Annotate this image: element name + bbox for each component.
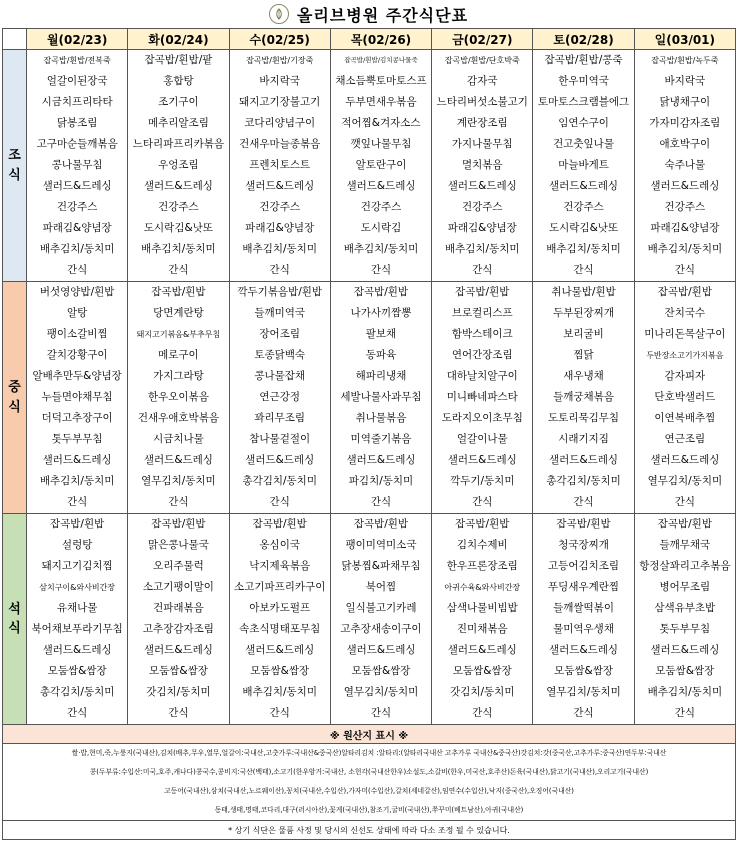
- menu-item: 샐러드&드레싱: [42, 644, 112, 656]
- menu-item: 유채나물: [56, 602, 98, 614]
- menu-item: 닭봉찜&파채무침: [341, 560, 421, 572]
- menu-item: 갓김치/동치미: [450, 686, 515, 698]
- dinner-menu-cell: [533, 514, 634, 725]
- menu-item: 닭봉조림: [56, 117, 98, 129]
- origin-line: 쌀·밥,현미,죽,누룽지(국내산),김치(배추,무우,열무,얼갈이:국내산,고춧가루:국내산&중국산)알타리김치 :알타리:(알타리국내산 고추가루 국내산&중국산)갓김치:갓(중국산,고추가루:중국산)연두부:국내산: [71, 749, 667, 757]
- menu-item: 두부된장찌개: [553, 307, 614, 319]
- lunch-label: [3, 282, 27, 514]
- menu-item: 감자피자: [664, 370, 706, 382]
- menu-item: 병어무조림: [659, 581, 711, 593]
- menu-item: 열무김치/동치미: [141, 475, 216, 487]
- menu-item: 두반장소고기가지볶음: [646, 351, 724, 360]
- menu-item: 코다리양념구이: [244, 117, 316, 129]
- menu-item: 푸딩새우계란찜: [548, 581, 620, 593]
- menu-item: 간식: [168, 496, 189, 508]
- menu-item: 아보카도펄프: [249, 602, 311, 614]
- menu-item: 샐러드&드레싱: [549, 180, 619, 192]
- menu-item: 총각김치/동치미: [546, 475, 621, 487]
- menu-item: 열무김치/동치미: [546, 686, 621, 698]
- menu-item: 느타리버섯소불고기: [436, 96, 528, 108]
- menu-item: 샐러드&드레싱: [245, 644, 315, 656]
- menu-item: 도시락김&낫또: [143, 222, 213, 234]
- menu-item: 톳두부무침: [659, 623, 711, 635]
- menu-item: 잡곡밥/흰밥: [455, 518, 510, 530]
- menu-item: 낙지제육볶음: [249, 560, 311, 572]
- origin-notice-title: ※ 원산지 표시 ※: [3, 725, 736, 744]
- menu-item: 잡곡밥/흰밥: [556, 518, 611, 530]
- menu-item: 꽈리무조림: [254, 412, 306, 424]
- menu-item: 브로컬리스프: [451, 307, 513, 319]
- menu-item: 알배추만두&양념장: [32, 370, 122, 382]
- menu-item: 소고기파프리카구이: [234, 581, 326, 593]
- menu-item: 모둠쌈&쌈장: [655, 665, 715, 677]
- meal-label-char: 석: [8, 601, 21, 617]
- hospital-logo-icon: [269, 4, 289, 24]
- lunch-menu-cell: [533, 282, 634, 514]
- breakfast-menu-cell: [533, 50, 634, 282]
- day-header: 수(02/25): [229, 29, 330, 50]
- menu-item: 한우오이볶음: [147, 391, 209, 403]
- meal-label-char: 조: [8, 148, 21, 163]
- menu-item: 건강주스: [360, 201, 402, 213]
- menu-item: 프렌치토스트: [249, 159, 311, 171]
- menu-item: 숙주나물: [664, 159, 706, 171]
- menu-item: 깍두기/동치미: [450, 475, 515, 487]
- menu-item: 샐러드&드레싱: [447, 180, 517, 192]
- lunch-menu-cell: [432, 282, 533, 514]
- menu-item: 알탕: [66, 307, 88, 319]
- menu-item: 잡곡밥/흰밥/기장죽: [246, 56, 314, 65]
- menu-item: 가지나물무침: [451, 138, 513, 150]
- menu-item: 간식: [370, 707, 392, 719]
- menu-item: 얼갈이된장국: [46, 75, 108, 87]
- menu-item: 샐러드&드레싱: [447, 454, 517, 466]
- menu-item: 들깨무채국: [659, 539, 711, 551]
- menu-item: 건강주스: [158, 201, 199, 213]
- menu-item: 고등어김치조림: [548, 560, 620, 572]
- menu-item: 아귀수육&와사비간장: [444, 583, 521, 592]
- menu-item: 팽이미역미소국: [345, 539, 417, 551]
- menu-item: 두부면새우볶음: [345, 96, 417, 108]
- menu-item: 간식: [674, 707, 695, 719]
- menu-item: 건새우마늘종볶음: [239, 138, 321, 150]
- menu-item: 항정살꽈리고추볶음: [639, 560, 731, 572]
- menu-item: 일식불고기카레: [345, 602, 417, 614]
- menu-item: 알토란구이: [355, 159, 407, 171]
- menu-item: 삼색나물비빔밥: [446, 602, 518, 614]
- menu-item: 들깨궁채볶음: [553, 391, 614, 403]
- menu-item: 잡곡밥/흰밥: [151, 518, 206, 530]
- menu-item: 돼지고기볶음&부추무침: [136, 330, 221, 339]
- menu-item: 총각김치/동치미: [242, 475, 317, 487]
- weekly-menu-table: [2, 28, 736, 840]
- menu-item: 잡곡밥/흰밥/단호박죽: [444, 56, 520, 65]
- menu-item: 배추김치/동치미: [343, 243, 419, 255]
- menu-item: 간식: [269, 496, 290, 508]
- menu-item: 우엉조림: [158, 159, 199, 171]
- breakfast-row: [3, 50, 736, 282]
- menu-item: 도토리묵김무침: [548, 412, 620, 424]
- menu-item: 깻잎나물무침: [350, 138, 412, 150]
- menu-item: 샐러드&드레싱: [549, 644, 619, 656]
- menu-item: 모둠쌈&쌈장: [250, 665, 310, 677]
- menu-item: 설렁탕: [61, 539, 93, 551]
- menu-item: 콩나물잡채: [254, 370, 306, 382]
- menu-item: 간식: [66, 707, 88, 719]
- menu-item: 미나리돈목살구이: [644, 328, 726, 340]
- menu-item: 배추김치/동치미: [39, 243, 115, 255]
- menu-item: 잡곡밥/흰밥: [353, 518, 409, 530]
- menu-item: 삼색유부초밥: [654, 602, 716, 614]
- menu-item: 바지락국: [664, 75, 706, 87]
- menu-item: 도시락김: [360, 222, 402, 234]
- menu-item: 배추김치/동치미: [242, 686, 317, 698]
- menu-item: 배추김치/동치미: [546, 243, 621, 255]
- menu-item: 파래김&양념장: [42, 222, 112, 234]
- menu-item: 샐러드&드레싱: [346, 454, 416, 466]
- menu-item: 건강주스: [461, 201, 503, 213]
- menu-item: 고구마순들깨볶음: [36, 138, 118, 150]
- menu-item: 새우냉채: [563, 370, 604, 382]
- menu-item: 멸치볶음: [461, 159, 503, 171]
- day-header: 목(02/26): [330, 29, 431, 50]
- day-header: 일(03/01): [634, 29, 735, 50]
- menu-item: 샐러드&드레싱: [650, 644, 720, 656]
- menu-item: 도라지오이초무침: [441, 412, 523, 424]
- breakfast-menu-cell: [229, 50, 330, 282]
- menu-item: 대하날치알구이: [446, 370, 518, 382]
- menu-item: 메추리알조림: [147, 117, 209, 129]
- corner-cell: [3, 29, 27, 50]
- menu-item: 속초식명태포무침: [239, 623, 321, 635]
- menu-item: 당면계란탕: [153, 307, 204, 319]
- menu-item: 팽이소갈비찜: [46, 328, 108, 340]
- menu-item: 북어채보푸라기무침: [31, 623, 123, 635]
- menu-item: 더덕고추장구이: [41, 412, 113, 424]
- menu-item: 진미채볶음: [456, 623, 508, 635]
- dinner-label: [3, 514, 27, 725]
- menu-item: 토마토스크램블에그: [537, 96, 630, 108]
- breakfast-menu-cell: [432, 50, 533, 282]
- menu-item: 건강주스: [664, 201, 706, 213]
- menu-item: 나가사끼짬뽕: [350, 307, 412, 319]
- menu-item: 간식: [573, 496, 594, 508]
- page-title: 올리브병원 주간식단표: [296, 5, 469, 25]
- dinner-menu-cell: [229, 514, 330, 725]
- menu-item: 함박스테이크: [451, 328, 513, 340]
- origin-line: 동태,생태,명태,코다리,대구(러시아산),꽃게(국내산),참조기,굴비(국내산),쭈꾸미(베트남산),아귀(국내산): [214, 806, 524, 814]
- menu-item: 마늘바게트: [558, 159, 609, 171]
- meal-label-char: 식: [8, 621, 21, 636]
- menu-item: 간식: [168, 707, 189, 719]
- origin-notice: [3, 744, 736, 821]
- menu-item: 단호박샐러드: [654, 391, 716, 403]
- menu-item: 팔보채: [365, 328, 397, 340]
- day-header-row: [3, 29, 736, 50]
- menu-item: 간식: [472, 496, 493, 508]
- breakfast-menu-cell: [634, 50, 735, 282]
- menu-item: 채소듬뿍토마토스프: [335, 75, 427, 87]
- menu-item: 가자미감자조림: [649, 117, 721, 129]
- menu-item: 갓김치/동치미: [146, 686, 211, 698]
- menu-item: 가지그라탕: [153, 370, 204, 382]
- dinner-menu-cell: [128, 514, 229, 725]
- menu-item: 배추김치/동치미: [647, 243, 723, 255]
- dinner-row: [3, 514, 736, 725]
- menu-item: 들깨쌀떡볶이: [553, 602, 614, 614]
- menu-item: 모둠쌈&쌈장: [452, 665, 512, 677]
- menu-item: 한우프론장조림: [446, 560, 518, 572]
- menu-item: 건고춧잎나물: [553, 138, 614, 150]
- menu-item: 갈치강황구이: [46, 349, 108, 361]
- menu-item: 애호박구이: [659, 138, 711, 150]
- menu-item: 시금치나물: [153, 433, 204, 445]
- menu-item: 샐러드&드레싱: [549, 454, 619, 466]
- menu-item: 깍두기볶음밥/흰밥: [237, 286, 323, 298]
- menu-item: 옹심이국: [259, 539, 300, 551]
- lunch-menu-cell: [27, 282, 128, 514]
- menu-item: 북어찜: [365, 581, 397, 593]
- menu-item: 버섯영양밥/흰밥: [39, 286, 115, 298]
- lunch-menu-cell: [128, 282, 229, 514]
- menu-item: 건강주스: [563, 201, 604, 213]
- menu-item: 배추김치/동치미: [444, 243, 520, 255]
- origin-line: 고등어(국내산),삼치(국내산,노르웨이산),꽁치(국내산,수입산),가자미(수입산),갈치(세네갈산),임연수(수입산),낙지(중국산),오징어(국내산): [164, 787, 574, 795]
- breakfast-menu-cell: [27, 50, 128, 282]
- menu-item: 느타리파프리카볶음: [132, 138, 225, 150]
- menu-item: 열무김치/동치미: [647, 475, 723, 487]
- menu-item: 파래김&양념장: [447, 222, 517, 234]
- menu-item: 간식: [269, 707, 290, 719]
- footer-note: * 상기 식단은 물품 사정 및 당시의 신선도 상태에 따라 다소 조정 될 수 있습니다.: [3, 821, 736, 840]
- menu-item: 간식: [370, 496, 392, 508]
- menu-item: 보리굴비: [563, 328, 604, 340]
- dinner-menu-cell: [432, 514, 533, 725]
- menu-item: 동파육: [365, 349, 397, 361]
- menu-item: 닭냉채구이: [659, 96, 711, 108]
- menu-item: 고추장감자조림: [142, 623, 214, 635]
- menu-item: 김치수제비: [456, 539, 508, 551]
- menu-item: 잡곡밥/흰밥/녹두죽: [651, 56, 719, 65]
- meal-label-char: 중: [8, 380, 21, 395]
- menu-item: 잡곡밥/흰밥: [657, 518, 712, 530]
- menu-item: 물미역우생채: [553, 623, 614, 635]
- menu-item: 돼지고기김치찜: [41, 560, 113, 572]
- menu-item: 배추김치/동치미: [242, 243, 317, 255]
- breakfast-menu-cell: [128, 50, 229, 282]
- menu-item: 취나물밥/흰밥: [551, 286, 616, 298]
- menu-item: 모둠쌈&쌈장: [148, 665, 208, 677]
- menu-item: 건강주스: [56, 201, 98, 213]
- menu-item: 잡곡밥/흰밥/콩죽: [544, 54, 623, 66]
- menu-item: 장어조림: [259, 328, 300, 340]
- menu-item: 연어간장조림: [451, 349, 513, 361]
- menu-item: 계란장조림: [456, 117, 508, 129]
- menu-item: 간식: [370, 264, 392, 276]
- menu-item: 건강주스: [259, 201, 300, 213]
- menu-item: 시래기지짐: [558, 433, 609, 445]
- menu-item: 잡곡밥/흰밥: [455, 286, 510, 298]
- menu-item: 샐러드&드레싱: [245, 454, 315, 466]
- menu-item: 연근조림: [664, 433, 706, 445]
- menu-item: 간식: [66, 264, 88, 276]
- menu-item: 잡곡밥/흰밥: [657, 286, 712, 298]
- lunch-menu-cell: [229, 282, 330, 514]
- menu-item: 시금치프리타타: [41, 96, 113, 108]
- menu-item: 한우미역국: [558, 75, 609, 87]
- menu-item: 누들면야채무침: [41, 391, 113, 403]
- menu-item: 샐러드&드레싱: [143, 454, 213, 466]
- menu-item: 샐러드&드레싱: [447, 644, 517, 656]
- menu-item: 잡곡밥/흰밥: [252, 518, 307, 530]
- menu-item: 간식: [472, 264, 493, 276]
- menu-item: 열무김치/동치미: [343, 686, 419, 698]
- lunch-menu-cell: [634, 282, 735, 514]
- menu-item: 해파리냉채: [355, 370, 407, 382]
- menu-item: 찜닭: [573, 349, 594, 361]
- menu-item: 조기구이: [158, 96, 199, 108]
- menu-item: 파김치/동치미: [348, 475, 414, 487]
- menu-item: 샐러드&드레싱: [143, 644, 213, 656]
- menu-item: 간식: [573, 707, 594, 719]
- menu-item: 세발나물사과무침: [340, 391, 422, 403]
- menu-item: 잡곡밥/흰밥: [151, 286, 206, 298]
- menu-item: 샐러드&드레싱: [42, 180, 112, 192]
- menu-item: 배추김치/동치미: [141, 243, 216, 255]
- day-header: 토(02/28): [533, 29, 634, 50]
- menu-item: 바지락국: [259, 75, 300, 87]
- menu-item: 샐러드&드레싱: [346, 644, 416, 656]
- menu-item: 모둠쌈&쌈장: [47, 665, 107, 677]
- menu-item: 임연수구이: [558, 117, 609, 129]
- dinner-menu-cell: [330, 514, 431, 725]
- header: [0, 0, 737, 28]
- menu-item: 고추장새송이구이: [340, 623, 422, 635]
- menu-item: 삼치구이&와사비간장: [39, 583, 116, 592]
- menu-item: 잡곡밥/흰밥: [353, 286, 409, 298]
- breakfast-menu-cell: [330, 50, 431, 282]
- menu-item: 건파래볶음: [153, 602, 204, 614]
- day-header: 화(02/24): [128, 29, 229, 50]
- menu-item: 간식: [573, 264, 594, 276]
- menu-item: 간식: [168, 264, 189, 276]
- menu-item: 잡곡밥/흰밥/팥: [144, 54, 213, 66]
- menu-item: 참나물겉절이: [249, 433, 311, 445]
- menu-item: 간식: [269, 264, 290, 276]
- menu-item: 콩나물무침: [51, 159, 103, 171]
- meal-label-char: 식: [8, 399, 21, 415]
- menu-item: 잡곡밥/흰밥/전복죽: [43, 56, 111, 65]
- menu-item: 연근강정: [259, 391, 300, 403]
- menu-item: 소고기팽이말이: [142, 581, 214, 593]
- menu-item: 홍합탕: [163, 75, 194, 87]
- menu-item: 취나물볶음: [355, 412, 407, 424]
- menu-item: 샐러드&드레싱: [346, 180, 416, 192]
- menu-item: 모둠쌈&쌈장: [554, 665, 613, 677]
- menu-item: 파래김&양념장: [650, 222, 720, 234]
- menu-item: 배추김치/동치미: [39, 475, 115, 487]
- dinner-menu-cell: [634, 514, 735, 725]
- menu-item: 미니빠네파스타: [446, 391, 518, 403]
- menu-item: 샐러드&드레싱: [143, 180, 213, 192]
- menu-item: 모둠쌈&쌈장: [351, 665, 411, 677]
- menu-item: 잡곡밥/흰밥/김치콩나물죽: [344, 56, 418, 64]
- menu-item: 간식: [472, 707, 493, 719]
- menu-item: 감자국: [467, 75, 498, 87]
- menu-item: 맑은콩나물국: [147, 539, 209, 551]
- day-header: 금(02/27): [432, 29, 533, 50]
- menu-item: 청국장찌개: [558, 539, 609, 551]
- menu-item: 오리주물럭: [153, 560, 204, 572]
- menu-item: 얼갈이나물: [456, 433, 508, 445]
- menu-item: 톳두부무침: [51, 433, 103, 445]
- menu-item: 샐러드&드레싱: [650, 454, 720, 466]
- menu-item: 이연복배추찜: [654, 412, 716, 424]
- menu-item: 토종닭백숙: [254, 349, 306, 361]
- menu-item: 총각김치/동치미: [39, 686, 115, 698]
- breakfast-label: [3, 50, 27, 282]
- menu-item: 샐러드&드레싱: [650, 180, 720, 192]
- menu-item: 도시락김&낫또: [549, 222, 619, 234]
- menu-item: 간식: [66, 496, 88, 508]
- day-header: 월(02/23): [27, 29, 128, 50]
- menu-item: 건새우애호박볶음: [137, 412, 219, 424]
- menu-item: 잔치국수: [664, 307, 706, 319]
- menu-item: 샐러드&드레싱: [245, 180, 315, 192]
- menu-item: 샐러드&드레싱: [42, 454, 112, 466]
- menu-item: 간식: [674, 264, 695, 276]
- origin-line: 콩(두부류:수입산:미국,호주,캐나다)콩국수,콩비지:국산(백태),소고기(한우암거:국내산, 소헌각(국내산한우)소설도,소갈비(한우,미국산,호주산)돈육(국내산),닭고기(국내산),오리고기(국내산): [89, 768, 649, 776]
- menu-item: 메로구이: [158, 349, 199, 361]
- lunch-row: [3, 282, 736, 514]
- menu-item: 배추김치/동치미: [647, 686, 723, 698]
- menu-item: 미역줄기볶음: [350, 433, 412, 445]
- menu-item: 돼지고기장불고기: [239, 96, 321, 108]
- menu-item: 잡곡밥/흰밥: [50, 518, 105, 530]
- menu-item: 적어찜&겨자소스: [341, 117, 421, 129]
- menu-item: 파래김&양념장: [245, 222, 315, 234]
- dinner-menu-cell: [27, 514, 128, 725]
- lunch-menu-cell: [330, 282, 431, 514]
- menu-item: 들깨미역국: [254, 307, 306, 319]
- menu-item: 간식: [674, 496, 695, 508]
- meal-label-char: 식: [8, 167, 21, 183]
